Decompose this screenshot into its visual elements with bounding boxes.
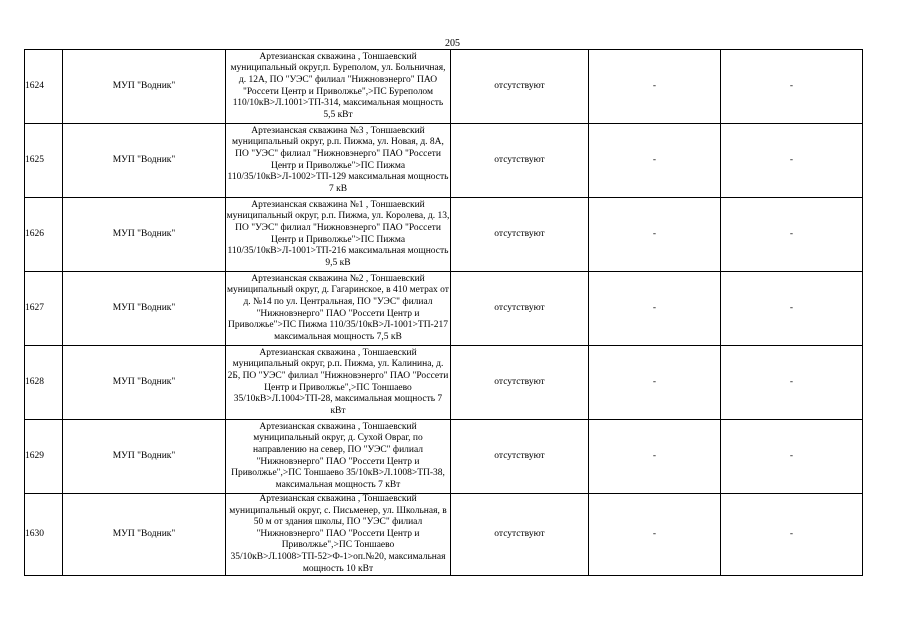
column-5-cell: - — [589, 272, 721, 346]
object-description-cell: Артезианская скважина , Тоншаевский муниципальный округ, р.п. Пижма, ул. Калинина, д. 2Б, ПО "УЭС" филиал "Нижновэнерго" ПАО "Россети Центр и Приволжье",>ПС Тоншаево 35/10кВ>Л.1004>ТП-28, максимальная мощность 7 кВт — [226, 346, 451, 420]
table-row — [25, 124, 863, 198]
status-cell: отсутствуют — [451, 494, 589, 576]
column-6-cell: - — [721, 272, 863, 346]
row-number-cell: 1630 — [25, 494, 63, 576]
column-6-cell: - — [721, 124, 863, 198]
column-5-cell: - — [589, 198, 721, 272]
table-row — [25, 494, 863, 576]
row-number-cell: 1625 — [25, 124, 63, 198]
column-6-cell: - — [721, 346, 863, 420]
row-number-cell: 1626 — [25, 198, 63, 272]
row-number-cell: 1629 — [25, 420, 63, 494]
column-5-cell: - — [589, 50, 721, 124]
column-5-cell: - — [589, 420, 721, 494]
registry-table — [24, 49, 863, 576]
organization-cell: МУП "Водник" — [63, 420, 226, 494]
column-6-cell: - — [721, 420, 863, 494]
object-description-cell: Артезианская скважина , Тоншаевский муниципальный округ,п. Буреполом, ул. Больничная, д. 12А, ПО "УЭС" филиал "Нижновэнерго" ПАО "Россети Центр и Приволжье",>ПС Буреполом 110/10кВ>Л.1001>ТП-314, максимальная мощность 5,5 кВт — [226, 50, 451, 124]
column-6-cell: - — [721, 50, 863, 124]
table-row — [25, 346, 863, 420]
status-cell: отсутствуют — [451, 272, 589, 346]
row-number-cell: 1627 — [25, 272, 63, 346]
column-5-cell: - — [589, 124, 721, 198]
status-cell: отсутствуют — [451, 346, 589, 420]
table-row — [25, 272, 863, 346]
row-number-cell: 1628 — [25, 346, 63, 420]
organization-cell: МУП "Водник" — [63, 50, 226, 124]
organization-cell: МУП "Водник" — [63, 198, 226, 272]
organization-cell: МУП "Водник" — [63, 494, 226, 576]
status-cell: отсутствуют — [451, 50, 589, 124]
object-description-cell: Артезианская скважина , Тоншаевский муниципальный округ, д. Сухой Овраг, по направлению на север, ПО "УЭС" филиал "Нижновэнерго" ПАО "Россети Центр и Приволжье",>ПС Тоншаево 35/10кВ>Л.1008>ТП-38, максимальная мощность 7 кВт — [226, 420, 451, 494]
table-row — [25, 420, 863, 494]
status-cell: отсутствуют — [451, 420, 589, 494]
object-description-cell: Артезианская скважина №1 , Тоншаевский муниципальный округ, р.п. Пижма, ул. Королева, д. 13, ПО "УЭС" филиал "Нижновэнерго" ПАО "Россети Центр и Приволжье">ПС Пижма 110/35/10кВ>Л-1001>ТП-216 максимальная мощность 9,5 кВ — [226, 198, 451, 272]
status-cell: отсутствуют — [451, 198, 589, 272]
table-row — [25, 198, 863, 272]
column-5-cell: - — [589, 494, 721, 576]
table-row — [25, 50, 863, 124]
column-6-cell: - — [721, 198, 863, 272]
row-number-cell: 1624 — [25, 50, 63, 124]
page-number: 205 — [445, 38, 460, 49]
column-6-cell: - — [721, 494, 863, 576]
organization-cell: МУП "Водник" — [63, 272, 226, 346]
object-description-cell: Артезианская скважина , Тоншаевский муниципальный округ, с. Письменер, ул. Школьная, в 50 м от здания школы, ПО "УЭС" филиал "Нижновэнерго" ПАО "Россети Центр и Приволжье",>ПС Тоншаево 35/10кВ>Л.1008>ТП-52>Ф-1>оп.№20, максимальная мощность 10 кВт — [226, 494, 451, 576]
status-cell: отсутствуют — [451, 124, 589, 198]
object-description-cell: Артезианская скважина №3 , Тоншаевский муниципальный округ, р.п. Пижма, ул. Новая, д. 8А, ПО "УЭС" филиал "Нижновэнерго" ПАО "Россети Центр и Приволжье">ПС Пижма 110/35/10кВ>Л-1002>ТП-129 максимальная мощность 7 кВ — [226, 124, 451, 198]
organization-cell: МУП "Водник" — [63, 124, 226, 198]
object-description-cell: Артезианская скважина №2 , Тоншаевский муниципальный округ, д. Гагаринское, в 410 метрах от д. №14 по ул. Центральная, ПО "УЭС" филиал "Нижновэнерго" ПАО "Россети Центр и Приволжье">ПС Пижма 110/35/10кВ>Л-1001>ТП-217 максимальная мощность 7,5 кВ — [226, 272, 451, 346]
column-5-cell: - — [589, 346, 721, 420]
organization-cell: МУП "Водник" — [63, 346, 226, 420]
